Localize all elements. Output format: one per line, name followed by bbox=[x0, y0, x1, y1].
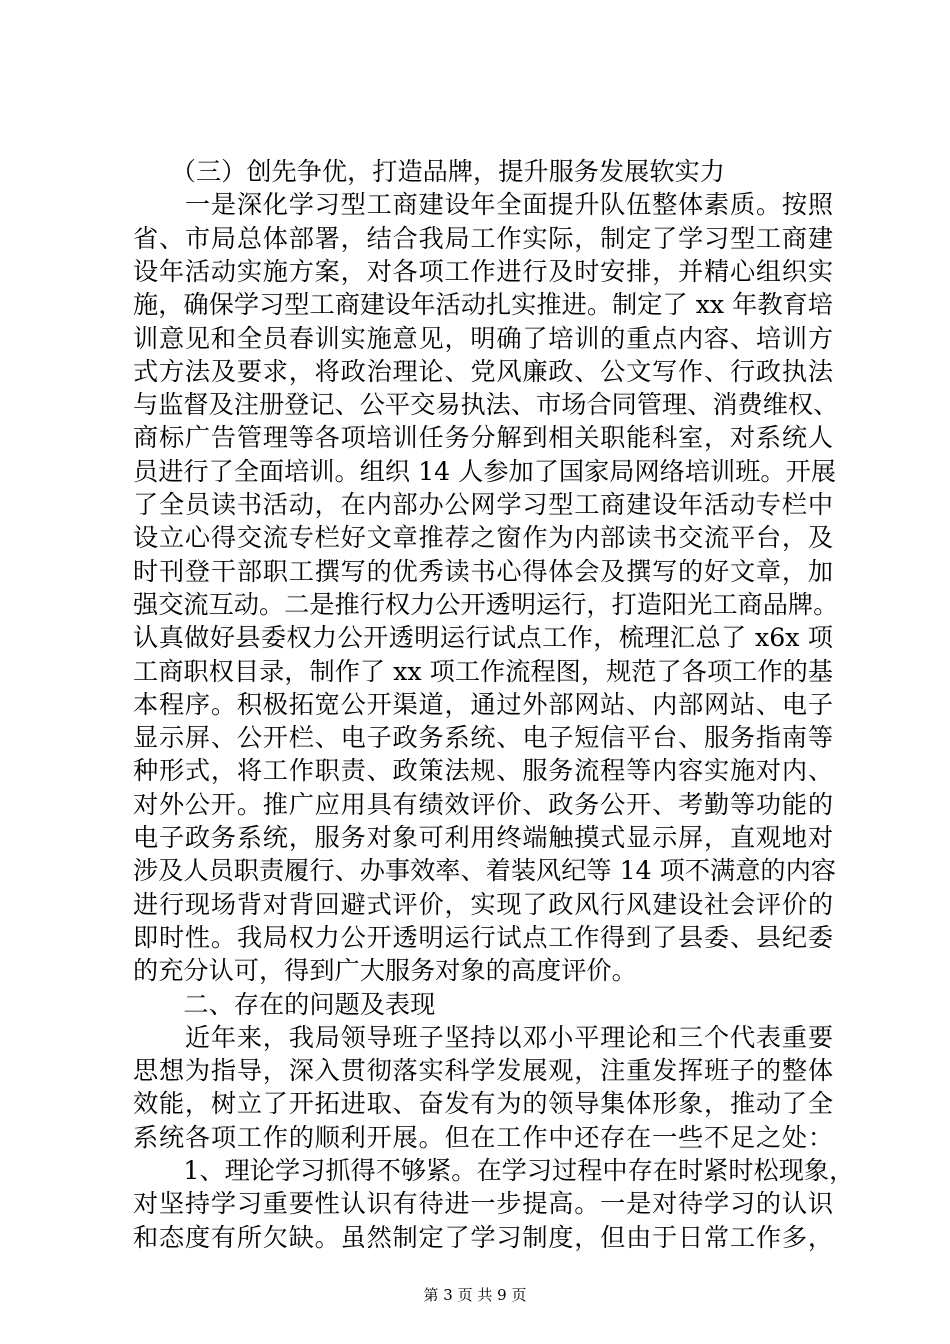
text-line: 对坚持学习重要性认识有待进一步提高。一是对待学习的认识 bbox=[133, 1189, 833, 1219]
text-line: 涉及人员职责履行、办事效率、着装风纪等 14 项不满意的内容 bbox=[133, 856, 836, 886]
text-line: 时刊登干部职工撰写的优秀读书心得体会及撰写的好文章，加 bbox=[133, 556, 833, 586]
text-line: 即时性。我局权力公开透明运行试点工作得到了县委、县纪委 bbox=[133, 922, 833, 952]
text-line: （三）创先争优，打造品牌，提升服务发展软实力 bbox=[133, 157, 725, 186]
text-line: 一是深化学习型工商建设年全面提升队伍整体素质。按照 bbox=[133, 190, 833, 220]
text-line: 和态度有所欠缺。虽然制定了学习制度，但由于日常工作多， bbox=[133, 1222, 833, 1252]
text-line: 员进行了全面培训。组织 14 人参加了国家局网络培训班。开展 bbox=[133, 456, 836, 486]
text-line: 二、存在的问题及表现 bbox=[133, 989, 436, 1019]
text-line: 1、理论学习抓得不够紧。在学习过程中存在时紧时松现象， bbox=[133, 1156, 855, 1185]
text-line: 近年来，我局领导班子坚持以邓小平理论和三个代表重要 bbox=[133, 1022, 833, 1052]
text-line: 式方法及要求，将政治理论、党风廉政、公文写作、行政执法 bbox=[133, 356, 833, 386]
text-line: 系统各项工作的顺利开展。但在工作中还存在一些不足之处： bbox=[133, 1122, 833, 1152]
text-line: 设立心得交流专栏好文章推荐之窗作为内部读书交流平台，及 bbox=[133, 523, 833, 553]
text-line: 对外公开。推广应用具有绩效评价、政务公开、考勤等功能的 bbox=[133, 789, 833, 819]
page-footer: 第 3 页 共 9 页 bbox=[423, 1286, 527, 1304]
text-line: 训意见和全员春训实施意见，明确了培训的重点内容、培训方 bbox=[133, 323, 833, 353]
text-line: 了全员读书活动，在内部办公网学习型工商建设年活动专栏中 bbox=[133, 490, 833, 519]
text-line: 显示屏、公开栏、电子政务系统、电子短信平台、服务指南等 bbox=[133, 723, 833, 753]
text-line: 省、市局总体部署，结合我局工作实际，制定了学习型工商建 bbox=[133, 223, 833, 253]
text-line: 思想为指导，深入贯彻落实科学发展观，注重发挥班子的整体 bbox=[133, 1056, 833, 1086]
text-line: 种形式，将工作职责、政策法规、服务流程等内容实施对内、 bbox=[133, 756, 833, 786]
text-line: 进行现场背对背回避式评价，实现了政风行风建设社会评价的 bbox=[133, 889, 833, 919]
text-line: 与监督及注册登记、公平交易执法、市场合同管理、消费维权、 bbox=[133, 390, 839, 420]
text-line: 本程序。积极拓宽公开渠道，通过外部网站、内部网站、电子 bbox=[133, 689, 833, 719]
text-line: 工商职权目录，制作了 xx 项工作流程图，规范了各项工作的基 bbox=[133, 656, 833, 686]
text-line: 电子政务系统，服务对象可利用终端触摸式显示屏，直观地对 bbox=[133, 823, 833, 852]
text-line: 效能，树立了开拓进取、奋发有为的领导集体形象，推动了全 bbox=[133, 1089, 833, 1119]
text-line: 商标广告管理等各项培训任务分解到相关职能科室，对系统人 bbox=[133, 423, 833, 453]
text-line: 认真做好县委权力公开透明运行试点工作，梳理汇总了 x6x 项 bbox=[133, 623, 833, 653]
text-line: 强交流互动。二是推行权力公开透明运行，打造阳光工商品牌。 bbox=[133, 589, 839, 619]
text-line: 设年活动实施方案，对各项工作进行及时安排，并精心组织实 bbox=[133, 256, 833, 286]
text-line: 的充分认可，得到广大服务对象的高度评价。 bbox=[133, 956, 637, 986]
text-line: 施，确保学习型工商建设年活动扎实推进。制定了 xx 年教育培 bbox=[133, 290, 833, 320]
